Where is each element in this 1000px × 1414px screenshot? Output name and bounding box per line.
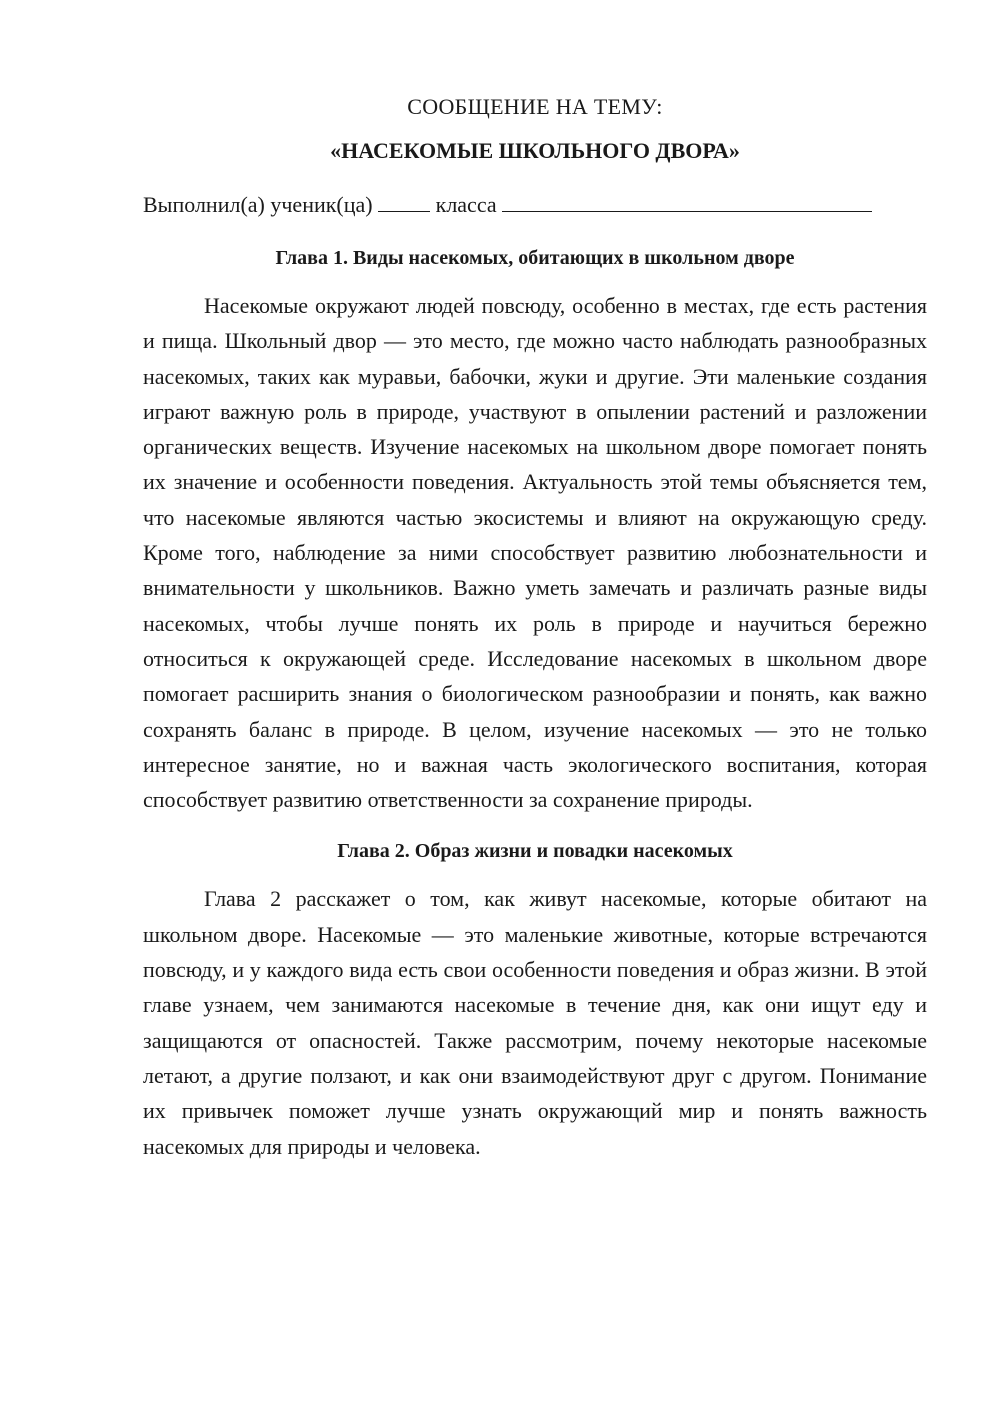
chapter-2-heading: Глава 2. Образ жизни и повадки насекомых — [337, 840, 733, 863]
document-title-line-1: СООБЩЕНИЕ НА ТЕМУ: — [407, 94, 663, 119]
grade-blank-field — [378, 191, 430, 212]
class-label: класса — [435, 192, 497, 217]
name-blank-field — [502, 191, 872, 212]
chapter-1-heading: Глава 1. Виды насекомых, обитающих в школьном дворе — [275, 247, 795, 269]
document-title-line-2: «НАСЕКОМЫЕ ШКОЛЬНОГО ДВОРА» — [330, 138, 740, 163]
chapter-1-paragraph: Насекомые окружают людей повсюду, особенно в местах, где есть растения и пища. Школьный двор — это место, где можно часто наблюдать разнообразных насекомых, таких как муравьи, бабочки, жуки и другие. Эти маленькие создания играют важную роль в природе, участвуют в опылении растений и разложении органических веществ. Изучение насекомых на школьном дворе помогает понять их значение и особенности поведения. Актуальность этой темы объясняется тем, что насекомые являются частью экосистемы и влияют на окружающую среду. Кроме того, наблюдение за ними способствует развитию любознательности и внимательности у школьников. Важно уметь замечать и различать разные виды насекомых, чтобы лучше понять их роль в природе и научиться бережно относиться к окружающей среде. Исследование насекомых в школьном дворе помогает расширить знания о биологическом разнообразии и понять, как важно сохранять баланс в природе. В целом, изучение насекомых — это не только интересное занятие, но и важная часть экологического воспитания, которая способствует развитию ответственности за сохранение природы. — [143, 293, 927, 813]
chapter-2-paragraph: Глава 2 расскажет о том, как живут насекомые, которые обитают на школьном дворе. Насекомые — это маленькие животные, которые встречаются повсюду, и у каждого вида есть свои особенности поведения и образ жизни. В этой главе узнаем, чем занимаются насекомые в течение дня, как они ищут еду и защищаются от опасностей. Также рассмотрим, почему некоторые насекомые летают, а другие ползают, и как они взаимодействуют друг с другом. Понимание их привычек поможет лучше узнать окружающий мир и понять важность насекомых для природы и человека. — [143, 886, 927, 1159]
author-prefix: Выполнил(а) ученик(ца) — [143, 192, 373, 217]
author-line — [143, 190, 927, 220]
document-page — [143, 92, 927, 1164]
